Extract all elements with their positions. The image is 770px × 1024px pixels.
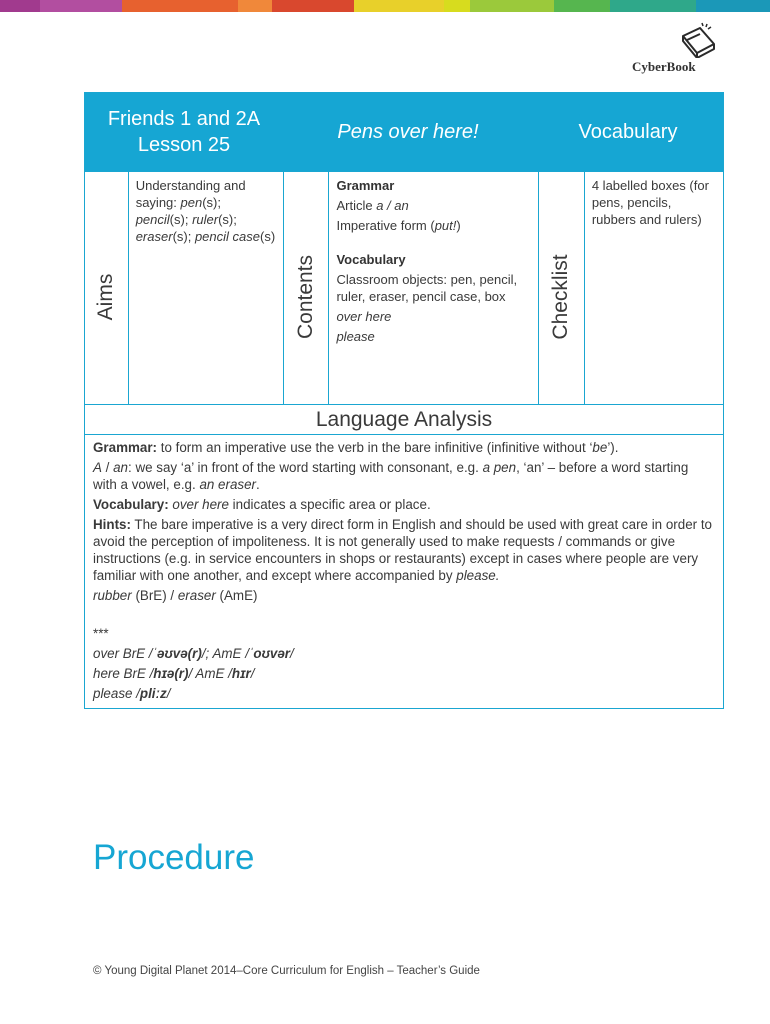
strip-segment <box>470 0 554 12</box>
aims-word: pen <box>180 195 203 210</box>
analysis-hints <box>93 516 715 584</box>
lesson-title <box>85 106 283 158</box>
vocabulary-heading: Vocabulary <box>336 252 406 267</box>
over-end: / <box>290 646 294 661</box>
contents-text <box>329 172 539 404</box>
cyberbook-logo <box>630 22 745 77</box>
here-prefix: here BrE / <box>93 666 154 681</box>
procedure-heading: Procedure <box>93 838 255 877</box>
aims-label: Aims <box>94 273 118 321</box>
pronunciation-here <box>93 665 715 682</box>
here-mid: / AmE / <box>188 666 232 681</box>
contents-label: Contents <box>294 254 318 340</box>
analysis-article <box>93 459 715 493</box>
aims-sep: (s); <box>218 212 237 227</box>
aims-word: pencil <box>135 212 170 227</box>
contents-label-cell <box>284 172 330 404</box>
strip-segment <box>554 0 610 12</box>
aims-word: eraser <box>135 229 173 244</box>
pronunciation-over <box>93 645 715 662</box>
lesson-type: Vocabulary <box>578 121 678 143</box>
vocabulary-text: Classroom objects: pen, pencil, ruler, eraser, pencil case, box <box>336 272 518 304</box>
over-ipa-ame: oʊvər <box>253 646 290 661</box>
vocabulary-item: over here <box>336 309 392 324</box>
rubber-bre: (BrE) / <box>131 588 178 603</box>
analysis-rubber <box>93 587 715 604</box>
article-an: an <box>113 460 129 475</box>
grammar-heading: Grammar <box>336 178 395 193</box>
strip-segment <box>444 0 470 12</box>
article-prefix: Article <box>336 198 377 213</box>
vocabulary-text: indicates a specific area or place. <box>228 497 431 512</box>
aims-intro: Understanding and saying: <box>135 178 246 210</box>
eraser-ame: (AmE) <box>215 588 258 603</box>
article-example: an eraser <box>199 477 257 492</box>
please-end: / <box>166 686 171 701</box>
hints-please: please. <box>456 568 500 583</box>
strip-segment <box>0 0 40 12</box>
aims-word: pencil case <box>194 229 260 244</box>
hints-label: Hints: <box>93 517 131 532</box>
strip-segment <box>40 0 122 12</box>
article-text: , ‘an’ – before a word starting with a vowel, e.g. <box>93 460 689 492</box>
strip-segment <box>610 0 696 12</box>
grammar-end: ’). <box>607 440 619 455</box>
analysis-stars: *** <box>93 626 109 641</box>
imperative-line <box>336 217 531 234</box>
vocabulary-item: please <box>336 329 375 344</box>
lesson-header <box>85 93 723 171</box>
grammar-label: Grammar: <box>93 440 158 455</box>
imperative-prefix: Imperative form ( <box>336 218 435 233</box>
please-ipa: pliːz <box>139 686 167 701</box>
strip-segment <box>696 0 770 12</box>
lesson-title-line1: Friends 1 and 2A <box>107 108 261 130</box>
article-text: : we say ‘a’ in front of the word starting with consonant, e.g. <box>128 460 483 475</box>
checklist-label-cell <box>539 172 585 404</box>
article-a: A <box>93 460 102 475</box>
article-slash: / <box>101 460 114 475</box>
eraser-word: eraser <box>177 588 216 603</box>
here-end: / <box>250 666 255 681</box>
grammar-text: to form an imperative use the verb in the bare infinitive (infinitive without ‘ <box>157 440 593 455</box>
rubber-word: rubber <box>93 588 132 603</box>
hints-text: The bare imperative is a very direct form in English and should be used with great care in order to avoid the perception of impoliteness. It is not generally used to make requests / commands or give instructions (e.g. in service encounters in shops or restaurants) except in cases where people are very familiar with one another, and except where accompanied by <box>93 517 712 583</box>
color-strip <box>0 0 770 12</box>
aims-sep: (s) <box>260 229 276 244</box>
aims-word: ruler <box>192 212 219 227</box>
aims-sep: (s); <box>169 212 193 227</box>
lesson-topic: Pens over here! <box>337 121 479 143</box>
language-analysis-title: Language Analysis <box>85 404 723 435</box>
aims-sep: (s); <box>172 229 195 244</box>
here-ipa-bre: hɪə(r) <box>153 666 189 681</box>
article-example: a pen <box>482 460 517 475</box>
checklist-label: Checklist <box>549 254 573 340</box>
book-icon <box>678 22 720 58</box>
here-ipa-ame: hɪr <box>231 666 251 681</box>
over-prefix: over BrE /ˈ <box>93 646 157 661</box>
aims-text <box>129 172 284 404</box>
lesson-title-line2: Lesson 25 <box>137 134 231 156</box>
lesson-overview-row <box>85 171 723 404</box>
grammar-be: be <box>592 440 608 455</box>
strip-segment <box>122 0 238 12</box>
article-end: . <box>256 477 260 492</box>
lesson-table <box>84 92 724 709</box>
vocabulary-label: Vocabulary: <box>93 497 169 512</box>
language-analysis-body <box>85 435 723 708</box>
imperative-value: put! <box>434 218 457 233</box>
pronunciation-please <box>93 685 715 702</box>
strip-segment <box>354 0 444 12</box>
footer-copyright: © Young Digital Planet 2014–Core Curriculum for English – Teacher’s Guide <box>93 965 480 977</box>
logo-text: CyberBook <box>632 59 696 74</box>
aims-label-cell <box>85 172 129 404</box>
imperative-suffix: ) <box>456 218 461 233</box>
checklist-text: 4 labelled boxes (for pens, pencils, rubbers and rulers) <box>591 178 709 227</box>
analysis-grammar <box>93 439 715 456</box>
strip-segment <box>272 0 354 12</box>
please-prefix: please / <box>93 686 140 701</box>
aims-sep: (s); <box>202 195 221 210</box>
strip-segment <box>238 0 272 12</box>
article-value: a / an <box>376 198 409 213</box>
vocabulary-phrase: over here <box>168 497 229 512</box>
over-ipa-bre: əʊvə(r) <box>157 646 202 661</box>
article-line <box>336 197 531 214</box>
over-mid: /; AmE /ˈ <box>201 646 254 661</box>
analysis-vocabulary <box>93 496 715 513</box>
